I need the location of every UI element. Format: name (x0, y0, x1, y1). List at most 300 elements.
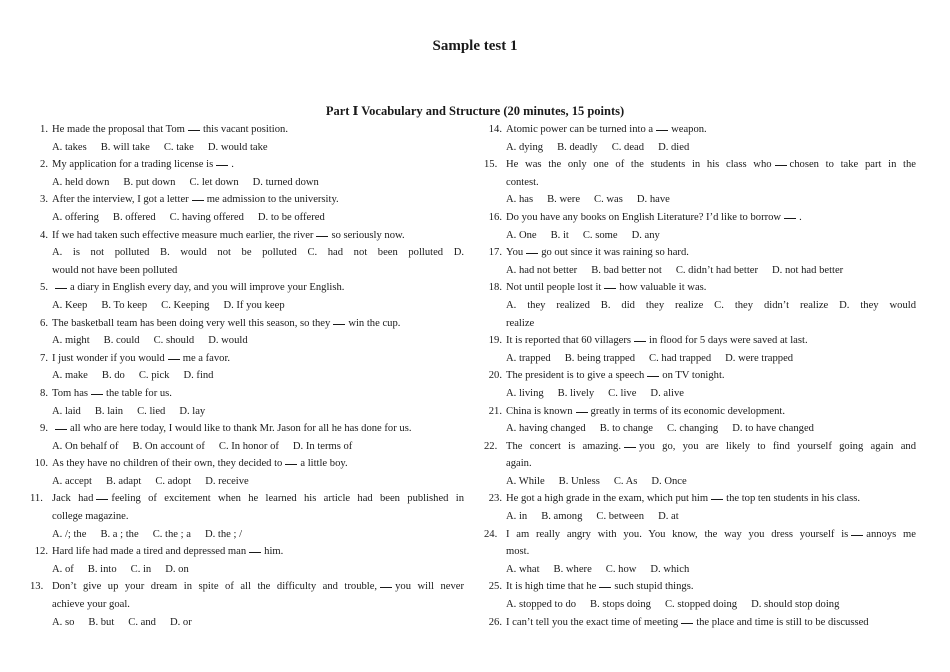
answer-blank (216, 157, 228, 166)
answer-options (30, 244, 464, 262)
stem-before-blank: You (506, 247, 524, 259)
answer-option: B. will take (100, 141, 150, 153)
answer-blank (285, 456, 297, 465)
question-stem (484, 438, 916, 456)
answer-option: D. have (636, 194, 670, 206)
options-row (52, 438, 464, 456)
answer-option: D. would take (207, 141, 268, 153)
answer-option: C. how (605, 563, 637, 575)
stem-before-blank: He was the only one of the students in his class who (506, 159, 772, 171)
answer-option: B. to change (599, 423, 653, 435)
question-number: 12. (34, 546, 48, 558)
question-stem (484, 332, 916, 350)
answer-option: D. would (208, 335, 248, 347)
stem-before-blank: I just wonder if you would (52, 352, 165, 364)
stem-after-blank: the place and time is still to be discussed (696, 616, 869, 628)
question-text (506, 578, 916, 596)
options-row (52, 139, 464, 157)
stem-after-blank: feeling of excitement when he learned his article had been published in (111, 493, 464, 505)
answer-options (30, 297, 464, 315)
answer-blank (91, 386, 103, 395)
answer-blank (624, 439, 636, 448)
answer-option: C. Keeping (161, 299, 210, 311)
stem-after-blank: him. (264, 546, 284, 558)
answer-option: A. had not better (506, 264, 578, 276)
answer-option: C. changing (666, 423, 719, 435)
answer-option: D. turned down (252, 176, 319, 188)
answer-option: B. put down (123, 176, 176, 188)
question-text (506, 244, 916, 262)
answer-option: D. to be offered (257, 211, 325, 223)
stem-after-blank: . (799, 211, 802, 223)
stem-after-blank: a little boy. (300, 458, 348, 470)
answer-blank (775, 157, 787, 166)
answer-options (484, 297, 916, 315)
stem-before-blank: Tom has (52, 387, 89, 399)
question-number: 22. (484, 440, 498, 452)
options-row (52, 297, 464, 315)
question-stem (484, 490, 916, 508)
answer-blank (711, 491, 723, 500)
stem-continuation: again. (506, 458, 532, 470)
question-number: 7. (40, 352, 48, 364)
stem-before-blank: It is reported that 60 villagers (506, 335, 632, 347)
answer-option: A. of (52, 563, 74, 575)
answer-options-continued (30, 262, 464, 280)
stem-before-blank: Not until people lost it (506, 282, 602, 294)
question-text (506, 121, 916, 139)
question-number: 2. (40, 159, 48, 171)
question-text (506, 438, 916, 456)
options-row (52, 614, 464, 632)
stem-before-blank: Do you have any books on English Literature? I’d like to borrow (506, 211, 782, 223)
answer-options (484, 385, 916, 403)
answer-blank (55, 421, 67, 430)
question-number: 8. (40, 387, 48, 399)
answer-option: D. died (658, 141, 690, 153)
question-stem (30, 455, 464, 473)
answer-blank (599, 579, 611, 588)
answer-blank (656, 122, 668, 131)
answer-option: A. make (52, 370, 88, 382)
stem-before-blank: China is known (506, 405, 573, 417)
answer-option: B. adapt (106, 475, 142, 487)
answer-option: D. In terms of (292, 440, 353, 452)
answer-blank (526, 245, 538, 254)
answer-options (30, 614, 464, 632)
question-stem (484, 526, 916, 544)
answer-option: D. which (650, 563, 690, 575)
answer-option: D. any (631, 229, 660, 241)
left-column (30, 121, 464, 631)
question-number: 15. (484, 159, 498, 171)
answer-option: A. Keep (52, 299, 88, 311)
answer-option: A. so (52, 616, 75, 628)
options-row (52, 561, 464, 579)
question-stem (484, 279, 916, 297)
stem-after-blank: you will never (395, 581, 464, 593)
options-row (506, 385, 916, 403)
stem-before-blank: I am really angry with you. You know, the way you dress yourself is (506, 528, 849, 540)
answer-options (30, 526, 464, 544)
stem-before-blank: He got a high grade in the exam, which put him (506, 493, 709, 505)
question-text (52, 315, 464, 333)
page-title: Sample test 1 (432, 38, 518, 54)
question-text (506, 490, 916, 508)
answer-blank (249, 544, 261, 553)
answer-option: A. has (506, 194, 534, 206)
answer-option: C. live (608, 387, 637, 399)
question-text (506, 156, 916, 174)
stem-before-blank: After the interview, I got a letter (52, 194, 189, 206)
question-stem (484, 403, 916, 421)
question-text (52, 121, 464, 139)
stem-continuation: contest. (506, 176, 539, 188)
answer-option: A. might (52, 335, 90, 347)
question-stem (484, 367, 916, 385)
answer-option: C. As (613, 475, 638, 487)
question-text (52, 578, 464, 596)
answer-options (484, 420, 916, 438)
answer-option: B. do (101, 370, 125, 382)
answer-option: C. In honor of (218, 440, 279, 452)
stem-after-blank: go out since it was raining so hard. (541, 247, 689, 259)
answer-option: C. the ; a (152, 528, 191, 540)
answer-option: D. to have changed (732, 423, 814, 435)
right-column (484, 121, 916, 631)
question-number: 5. (40, 282, 48, 294)
answer-option: B. Unless (558, 475, 600, 487)
question-stem-continued (484, 174, 916, 192)
stem-after-blank: me a favor. (182, 352, 231, 364)
question-stem (484, 578, 916, 596)
answer-option: B. To keep (101, 299, 148, 311)
answer-option: D. at (658, 511, 679, 523)
stem-before-blank: If we had taken such effective measure much earlier, the river (52, 229, 314, 241)
answer-options-continued (484, 315, 916, 333)
answer-blank (168, 351, 180, 360)
question-text (52, 543, 464, 561)
question-number: 23. (488, 493, 502, 505)
answer-option: B. could (103, 335, 140, 347)
answer-option: A. offering (52, 211, 99, 223)
answer-blank (96, 491, 108, 500)
answer-option: B. a ; the (100, 528, 139, 540)
stem-before-blank: Hard life had made a tired and depressed man (52, 546, 247, 558)
answer-option: A. /; the (52, 528, 87, 540)
options-row (506, 262, 916, 280)
answer-option: D. or (169, 616, 192, 628)
answer-blank (333, 316, 345, 325)
stem-after-blank: in flood for 5 days were saved at last. (649, 335, 808, 347)
stem-after-blank: this vacant position. (202, 124, 288, 135)
question-number: 26. (488, 616, 502, 628)
stem-after-blank: how valuable it was. (619, 282, 707, 294)
options-row (506, 191, 916, 209)
answer-options (484, 508, 916, 526)
stem-after-blank: on TV tonight. (662, 370, 725, 382)
answer-option: C. pick (138, 370, 170, 382)
answer-option: A. in (506, 511, 528, 523)
answer-option: A. laid (52, 405, 81, 417)
answer-option: C. some (582, 229, 618, 241)
options-row: would not have been polluted (52, 264, 178, 276)
answer-option: D. Once (651, 475, 687, 487)
answer-blank (192, 192, 204, 201)
options-row (52, 209, 464, 227)
stem-after-blank: chosen to take part in the (789, 159, 917, 171)
answer-options (484, 350, 916, 368)
answer-option: C. between (596, 511, 645, 523)
question-stem (30, 543, 464, 561)
answer-options (30, 332, 464, 350)
part-heading: Part Ⅰ Vocabulary and Structure (20 minutes, 15 points) (325, 104, 625, 118)
stem-before-blank: As they have no children of their own, they decided to (52, 458, 283, 470)
options-row (506, 350, 916, 368)
question-number: 13. (30, 581, 44, 593)
options-row (506, 508, 916, 526)
stem-after-blank: so seriously now. (331, 229, 405, 241)
answer-option: A. having changed (506, 423, 586, 435)
answer-blank (576, 404, 588, 413)
answer-option: C. having offered (169, 211, 244, 223)
question-number: 20. (488, 370, 502, 382)
options-row (52, 332, 464, 350)
answer-options (30, 561, 464, 579)
answer-option: B. stops doing (590, 599, 651, 611)
answer-option: C. stopped doing (664, 599, 738, 611)
answer-option: C. had trapped (649, 352, 712, 364)
question-number: 18. (488, 282, 502, 294)
answer-option: D. were trapped (725, 352, 794, 364)
options-row (52, 403, 464, 421)
answer-option: B. being trapped (564, 352, 636, 364)
options-row (52, 526, 464, 544)
question-text (52, 420, 464, 438)
answer-option: D. not had better (772, 264, 844, 276)
stem-after-blank: a diary in English every day, and you will improve your English. (70, 282, 345, 294)
answer-option: D. receive (205, 475, 249, 487)
answer-option: B. lain (94, 405, 124, 417)
answer-option: C. adopt (155, 475, 192, 487)
stem-before-blank: Jack had (52, 493, 94, 505)
stem-after-blank: annoys me (866, 528, 916, 540)
answer-option: B. lively (557, 387, 595, 399)
question-text (506, 332, 916, 350)
question-stem (30, 279, 464, 297)
answer-option: C. lied (137, 405, 166, 417)
stem-continuation: most. (506, 546, 530, 558)
question-text (506, 403, 916, 421)
answer-options (30, 403, 464, 421)
question-text (52, 350, 464, 368)
question-number: 10. (34, 458, 48, 470)
question-stem (484, 614, 916, 632)
answer-options (484, 473, 916, 491)
answer-blank (784, 210, 796, 219)
answer-blank (604, 280, 616, 289)
question-text (52, 156, 464, 174)
question-stem (30, 578, 464, 596)
question-number: 11. (30, 493, 43, 505)
answer-option: A. takes (52, 141, 87, 153)
question-text (52, 191, 464, 209)
stem-before-blank: My application for a trading license is (52, 159, 214, 171)
question-text (52, 385, 464, 403)
question-stem (30, 350, 464, 368)
answer-options (484, 191, 916, 209)
question-stem (30, 490, 464, 508)
answer-option: B. but (88, 616, 115, 628)
stem-after-blank: you go, you are likely to find yourself going again and (639, 440, 916, 452)
options-row (506, 227, 916, 245)
answer-option: A. what (506, 563, 540, 575)
answer-option: D. should stop doing (751, 599, 840, 611)
answer-option: C. let down (189, 176, 239, 188)
question-stem (30, 420, 464, 438)
options-row (506, 473, 916, 491)
stem-before-blank: It is high time that he (506, 581, 597, 593)
answer-options (30, 209, 464, 227)
answer-options (484, 227, 916, 245)
answer-options (30, 367, 464, 385)
answer-option: D. on (165, 563, 189, 575)
stem-before-blank: I can’t tell you the exact time of meeting (506, 616, 679, 628)
answer-options (30, 438, 464, 456)
stem-after-blank: me admission to the university. (206, 194, 339, 206)
answer-options (484, 561, 916, 579)
question-stem-continued (30, 508, 464, 526)
question-number: 17. (488, 247, 502, 259)
answer-option: A. dying (506, 141, 544, 153)
question-stem (484, 156, 916, 174)
options-row: realize (506, 317, 535, 329)
question-number: 3. (40, 194, 48, 206)
answer-option: B. were (547, 194, 581, 206)
answer-blank (681, 615, 693, 624)
answer-option: A. One (506, 229, 537, 241)
answer-options (30, 174, 464, 192)
answer-option: D. the ; / (204, 528, 243, 540)
question-number: 9. (40, 423, 48, 435)
question-text (52, 490, 464, 508)
question-number: 6. (40, 317, 48, 329)
stem-after-blank: the top ten students in his class. (726, 493, 861, 505)
question-text (506, 209, 916, 227)
answer-option: D. alive (650, 387, 684, 399)
question-stem (30, 227, 464, 245)
options-row (506, 139, 916, 157)
answer-option: C. didn’t had better (675, 264, 758, 276)
answer-option: D. lay (179, 405, 206, 417)
answer-option: A. On behalf of (52, 440, 119, 452)
answer-blank (380, 579, 392, 588)
stem-after-blank: the table for us. (106, 387, 172, 399)
answer-option: B. into (87, 563, 117, 575)
answer-option: A. trapped (506, 352, 551, 364)
question-stem-continued (30, 596, 464, 614)
answer-option: A. accept (52, 475, 92, 487)
answer-option: B. bad better not (591, 264, 662, 276)
stem-after-blank: weapon. (671, 124, 707, 135)
question-number: 16. (488, 211, 502, 223)
answer-option: C. should (153, 335, 195, 347)
options-row: A. is not polluted B. would not be polluted C. had not been polluted D. (52, 247, 464, 259)
question-stem (30, 385, 464, 403)
answer-options (484, 139, 916, 157)
answer-option: A. living (506, 387, 544, 399)
stem-before-blank: Atomic power can be turned into a (506, 124, 654, 135)
answer-blank (188, 122, 200, 131)
question-text (52, 279, 464, 297)
question-text (52, 227, 464, 245)
question-stem (30, 156, 464, 174)
question-stem (30, 315, 464, 333)
question-number: 25. (488, 581, 502, 593)
options-row (52, 174, 464, 192)
stem-continuation: college magazine. (52, 511, 129, 523)
answer-option: B. among (541, 511, 583, 523)
stem-before-blank: The president is to give a speech (506, 370, 645, 382)
question-stem (30, 121, 464, 139)
options-row (52, 367, 464, 385)
question-text (506, 526, 916, 544)
question-stem (484, 121, 916, 139)
answer-option: A. held down (52, 176, 110, 188)
answer-blank (647, 368, 659, 377)
answer-option: A. While (506, 475, 545, 487)
answer-blank (851, 527, 863, 536)
question-number: 19. (488, 335, 502, 347)
options-row (506, 420, 916, 438)
answer-option: D. find (183, 370, 214, 382)
answer-blank (55, 280, 67, 289)
question-number: 4. (40, 229, 48, 241)
question-stem (484, 244, 916, 262)
stem-after-blank: win the cup. (348, 317, 401, 329)
answer-option: C. and (128, 616, 156, 628)
answer-option: B. it (550, 229, 569, 241)
options-row: A. they realized B. did they realize C. they didn’t realize D. they would (506, 299, 916, 311)
stem-before-blank: The concert is amazing. (506, 440, 621, 452)
answer-options (484, 596, 916, 614)
question-number: 24. (484, 528, 498, 540)
question-text (52, 455, 464, 473)
question-number: 1. (40, 124, 48, 135)
answer-option: C. dead (611, 141, 645, 153)
question-stem (30, 191, 464, 209)
answer-option: A. stopped to do (506, 599, 577, 611)
answer-option: C. was (594, 194, 623, 206)
answer-options (484, 262, 916, 280)
question-stem-continued (484, 455, 916, 473)
answer-blank (316, 228, 328, 237)
stem-before-blank: Don’t give up your dream in spite of all the difficulty and trouble, (52, 581, 378, 593)
stem-after-blank: such stupid things. (614, 581, 694, 593)
stem-after-blank: all who are here today, I would like to thank Mr. Jason for all he has done for us. (70, 423, 412, 435)
question-stem (484, 209, 916, 227)
options-row (52, 473, 464, 491)
answer-option: C. take (163, 141, 194, 153)
stem-before-blank: He made the proposal that Tom (52, 124, 185, 135)
question-text (506, 279, 916, 297)
question-number: 14. (488, 124, 502, 135)
options-row (506, 561, 916, 579)
answer-options (30, 139, 464, 157)
answer-options (30, 473, 464, 491)
options-row (506, 596, 916, 614)
stem-after-blank: greatly in terms of its economic development. (590, 405, 785, 417)
